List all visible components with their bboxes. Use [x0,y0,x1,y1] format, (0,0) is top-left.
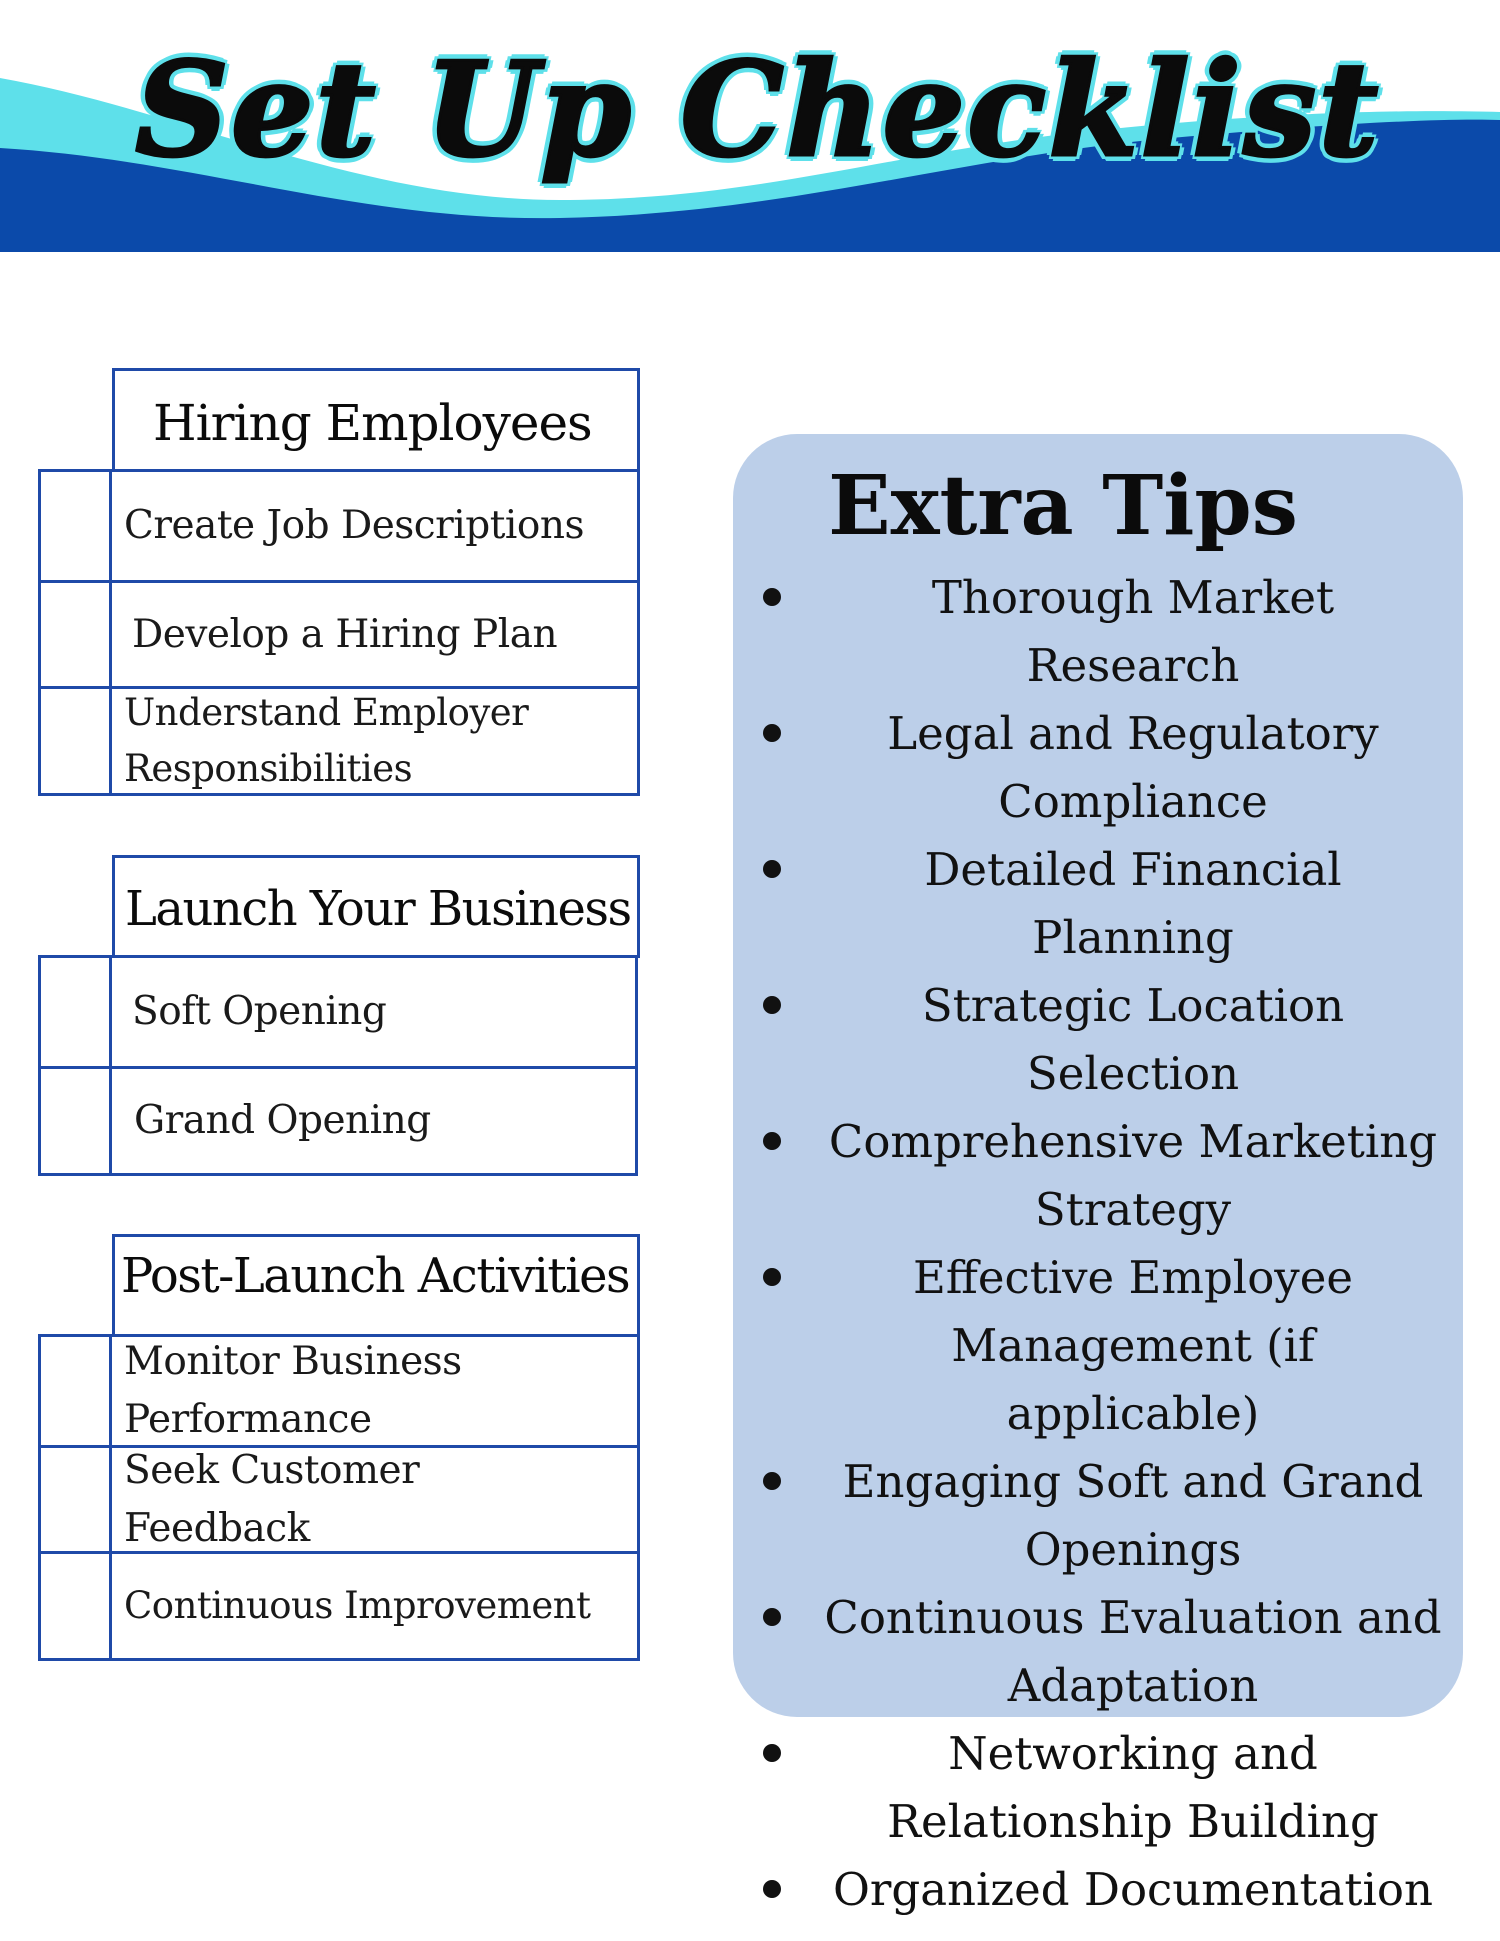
tip-item [763,700,1443,836]
bullet-icon [763,860,781,878]
bullet-icon [763,1268,781,1286]
tips-list [763,564,1443,1924]
bullet-icon [763,1744,781,1762]
tip-text: Thorough Market Research [931,571,1335,692]
checkbox[interactable] [41,689,112,793]
checkbox[interactable] [41,1554,112,1658]
tip-text: Networking and Relationship Building [887,1727,1379,1848]
checklist-row [41,689,637,793]
checkbox[interactable] [41,583,112,686]
tips-title: Extra Tips [828,458,1298,554]
tip-text: Organized Documentation [833,1863,1433,1916]
tip-text: Effective Employee Management (if applicable) [913,1251,1353,1440]
bullet-icon [763,1132,781,1150]
page-title: Set Up Checklist [135,33,1381,186]
tip-item [763,564,1443,700]
extra-tips-card [733,434,1463,1916]
row-label: Develop a Hiring Plan [132,611,558,657]
checkbox[interactable] [41,1069,112,1173]
section-heading: Launch Your Business [112,855,640,958]
section-heading: Hiring Employees [112,368,640,472]
row-label: Grand Opening [134,1098,431,1143]
checkbox[interactable] [41,472,112,580]
bullet-icon [763,1880,781,1898]
checkbox[interactable] [41,958,112,1066]
checklist-post-launch [38,1234,640,1659]
tip-item [763,1108,1443,1244]
tip-item [763,1448,1443,1584]
checklist-hiring-employees [38,368,640,792]
header-banner [0,0,1500,260]
tip-text: Strategic Location Selection [921,979,1345,1100]
checklist-rows [38,469,640,796]
bullet-icon [763,996,781,1014]
tip-text: Engaging Soft and Grand Openings [842,1455,1424,1576]
tip-item [763,1244,1443,1448]
checklist-launch-business [38,855,640,1175]
row-label: Understand Employer Responsibilities [124,691,529,790]
checklist-row [41,1069,635,1173]
checklist-row [41,583,637,689]
checklist-rows [38,1334,640,1661]
tip-item [763,1720,1443,1856]
tip-text: Continuous Evaluation and Adaptation [824,1591,1442,1712]
row-label: Create Job Descriptions [124,503,584,548]
tip-item [763,1584,1443,1720]
tip-item [763,972,1443,1108]
row-label: Monitor Business Performance [124,1339,462,1442]
tip-text: Detailed Financial Planning [924,843,1342,964]
checklist-row [41,958,635,1069]
checklist-row [41,1448,637,1554]
bullet-icon [763,1472,781,1490]
checklist-rows [38,955,638,1176]
row-label: Seek Customer Feedback [124,1447,420,1551]
tip-item [763,1856,1443,1924]
tip-text: Legal and Regulatory Compliance [887,707,1379,828]
bullet-icon [763,1608,781,1626]
checkbox[interactable] [41,1337,112,1445]
tip-item [763,836,1443,972]
section-heading: Post-Launch Activities [112,1234,640,1337]
bullet-icon [763,724,781,742]
checklist-row [41,1337,637,1448]
tip-text: Comprehensive Marketing Strategy [828,1115,1438,1236]
row-label: Soft Opening [132,989,387,1034]
checkbox[interactable] [41,1448,112,1551]
bullet-icon [763,588,781,606]
checklist-row [41,1554,637,1658]
row-label: Continuous Improvement [124,1584,591,1627]
checklist-row [41,472,637,583]
